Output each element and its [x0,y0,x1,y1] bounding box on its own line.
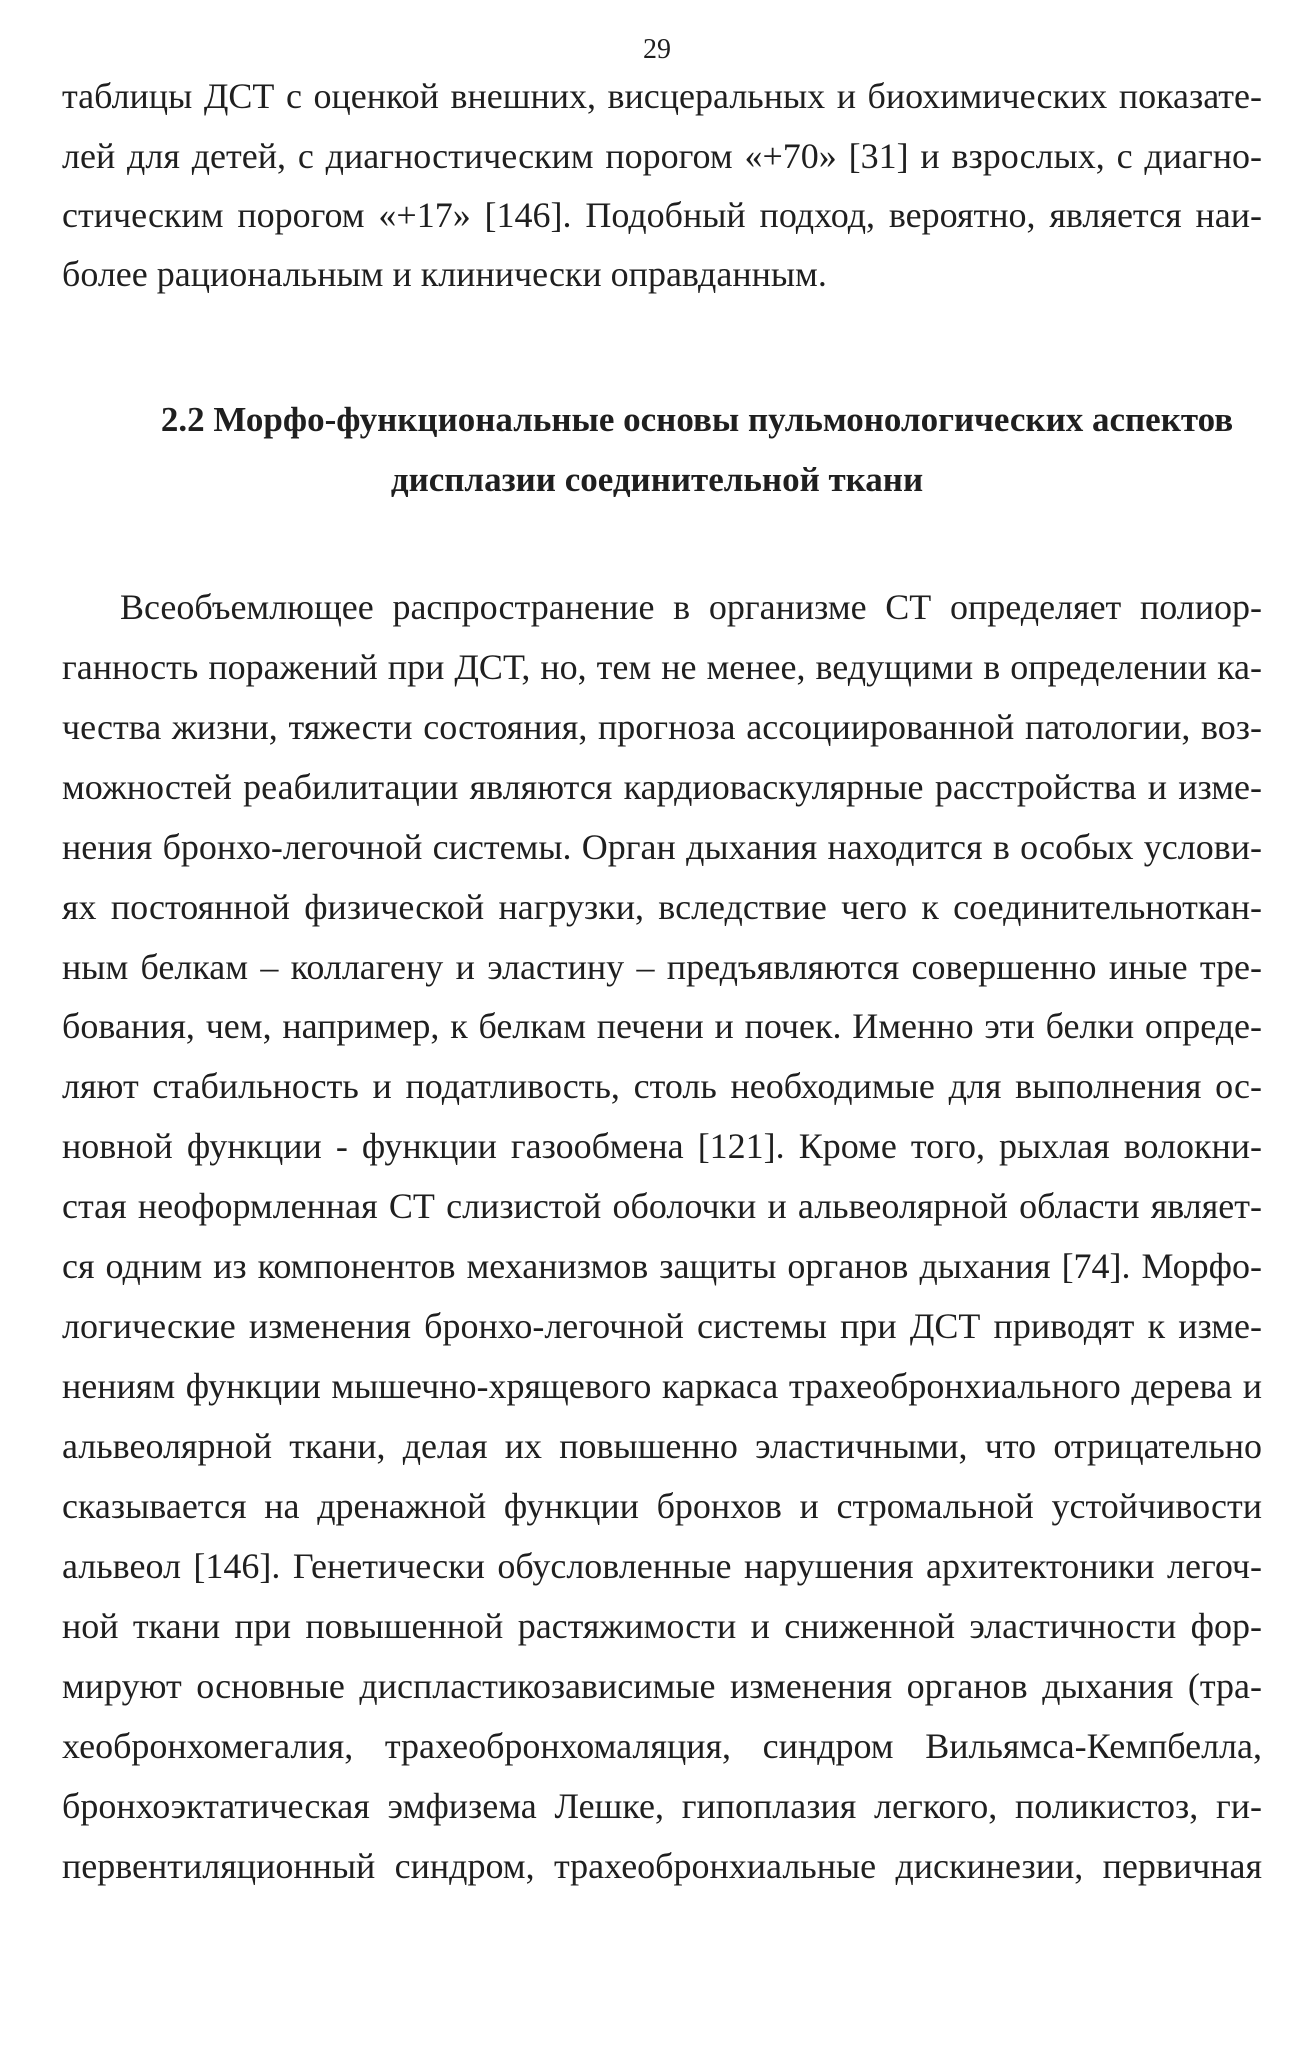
text-line: сказывается на дренажной функции бронхов и стромальной устойчивости [62,1486,1262,1526]
text-line: бронхоэктатическая эмфизема Лешке, гипоплазия легкого, поликистоз, ги- [62,1786,1262,1826]
section-heading-line: 2.2 Морфо-функциональные основы пульмонологических аспектов [160,400,1234,439]
text-line: лей для детей, с диагностическим порогом «+70» [31] и взрослых, с диагно- [62,136,1262,176]
text-line: можностей реабилитации являются кардиоваскулярные расстройства и изме- [62,767,1262,807]
text-line: таблицы ДСТ с оценкой внешних, висцеральных и биохимических показате- [62,76,1262,116]
text-line: альвеолярной ткани, делая их повышенно эластичными, что отрицательно [62,1426,1262,1466]
text-line: нения бронхо-легочной системы. Орган дыхания находится в особых услови- [62,827,1262,867]
text-line: стая неоформленная СТ слизистой оболочки и альвеолярной области являет- [62,1186,1262,1226]
text-line: нениям функции мышечно-хрящевого каркаса трахеобронхиального дерева и [62,1366,1262,1406]
text-line: ным белкам – коллагену и эластину – предъявляются совершенно иные тре- [62,947,1262,987]
text-line: альвеол [146]. Генетически обусловленные нарушения архитектоники легоч- [62,1546,1262,1586]
text-line: новной функции - функции газообмена [121]. Кроме того, рыхлая волокни- [62,1126,1262,1166]
section-heading-line: дисплазии соединительной ткани [390,460,924,499]
text-line: бования, чем, например, к белкам печени и почек. Именно эти белки опреде- [62,1006,1262,1046]
text-line: первентиляционный синдром, трахеобронхиальные дискинезии, первичная [62,1846,1262,1886]
text-line: ной ткани при повышенной растяжимости и сниженной эластичности фор- [62,1606,1262,1646]
text-line: мируют основные диспластикозависимые изменения органов дыхания (тра- [62,1666,1262,1706]
text-line: Всеобъемлющее распространение в организме СТ определяет полиор- [120,587,1262,627]
page-number: 29 [643,34,671,65]
text-line: ляют стабильность и податливость, столь необходимые для выполнения ос- [62,1066,1262,1106]
text-line: логические изменения бронхо-легочной системы при ДСТ приводят к изме- [62,1306,1262,1346]
text-line: ях постоянной физической нагрузки, вследствие чего к соединительноткан- [62,887,1262,927]
text-line: ся одним из компонентов механизмов защиты органов дыхания [74]. Морфо- [62,1246,1262,1286]
text-line: более рациональным и клинически оправданным. [62,254,827,294]
text-line: стическим порогом «+17» [146]. Подобный подход, вероятно, является наи- [62,195,1262,235]
text-line: хеобронхомегалия, трахеобронхомаляция, синдром Вильямса-Кемпбелла, [62,1726,1262,1766]
text-line: ганность поражений при ДСТ, но, тем не менее, ведущими в определении ка- [62,647,1262,687]
text-line: чества жизни, тяжести состояния, прогноза ассоциированной патологии, воз- [62,707,1262,747]
